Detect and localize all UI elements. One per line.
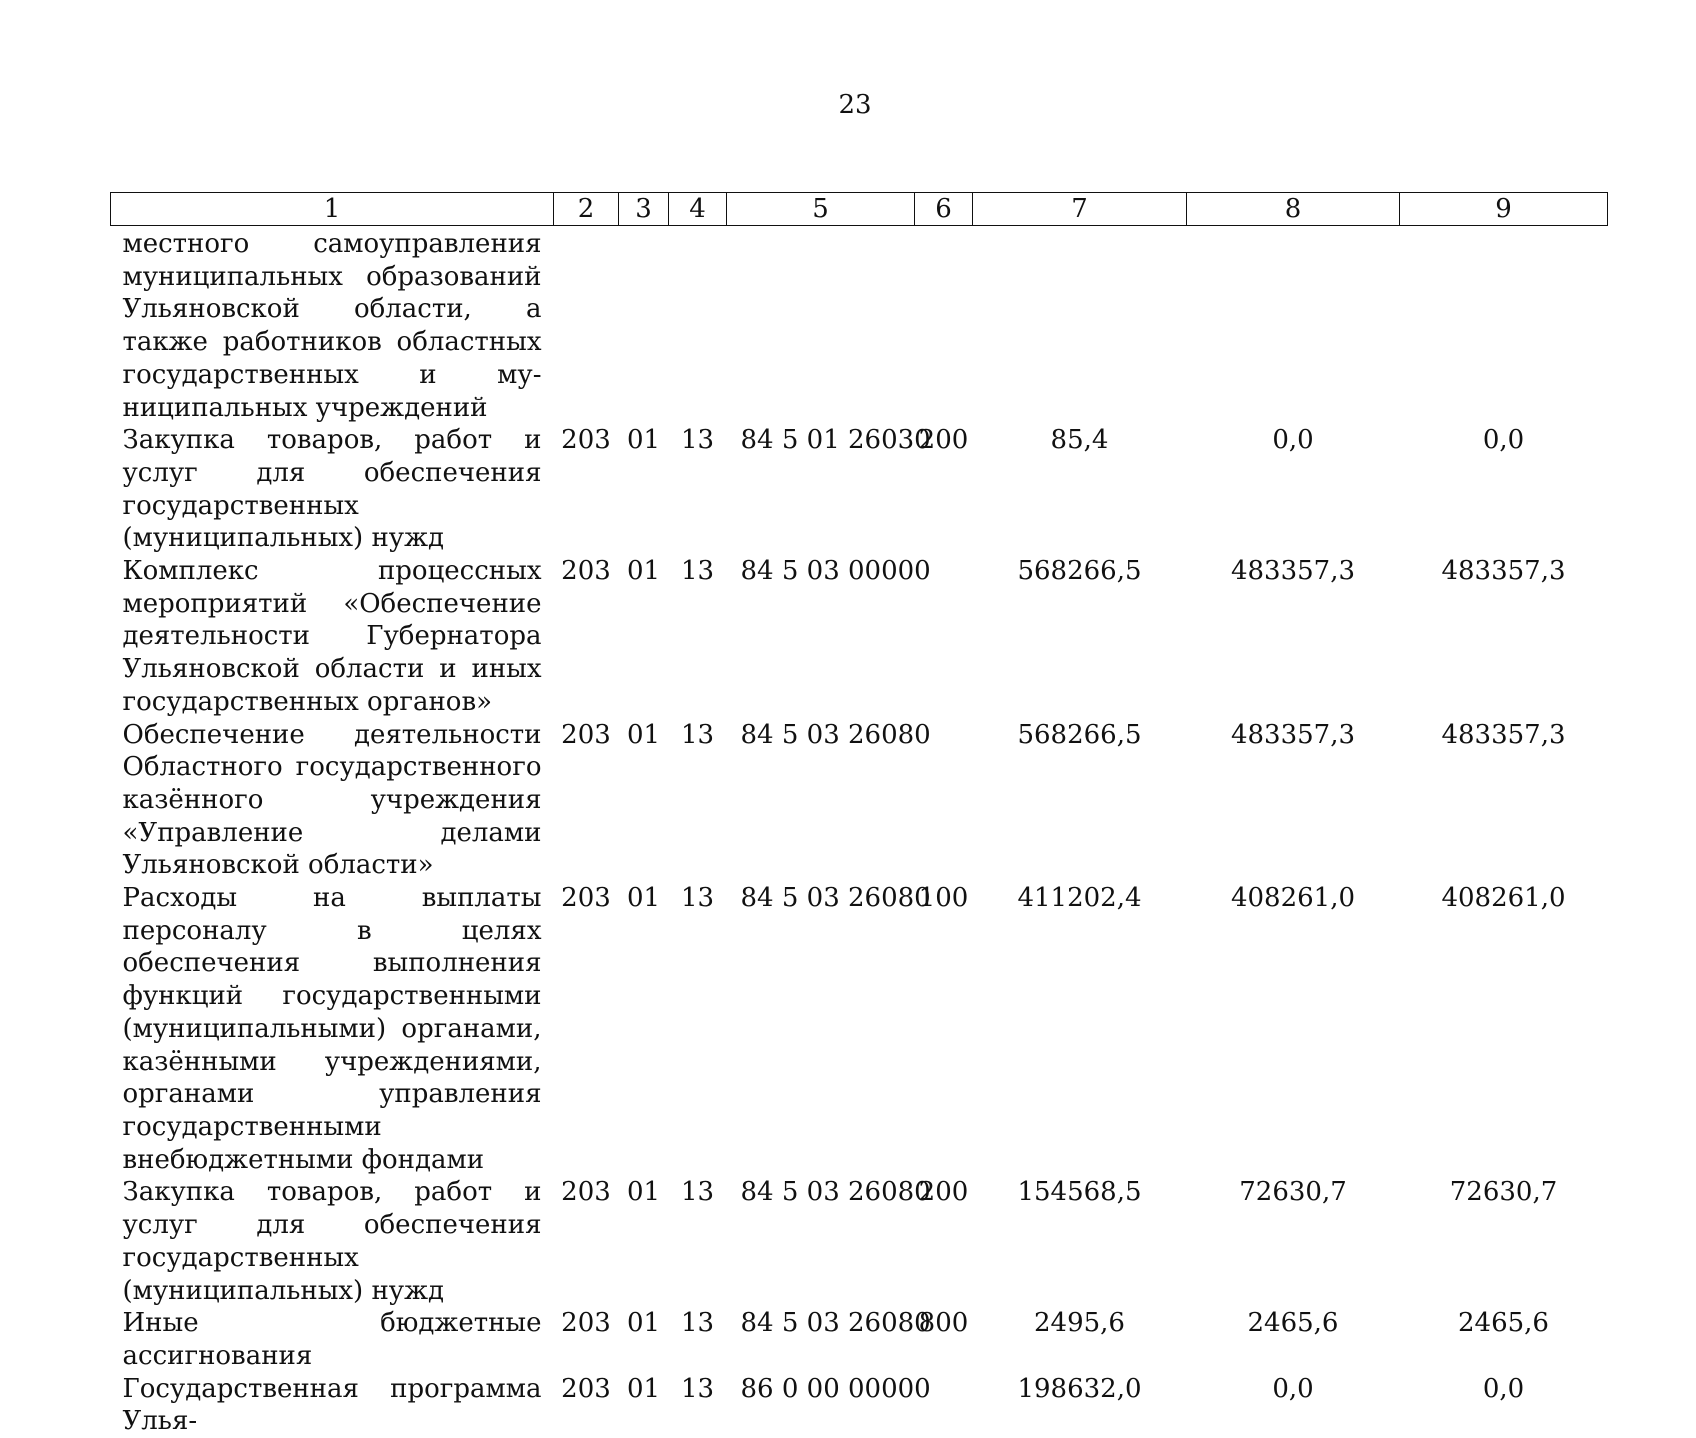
column-header-5: 5 bbox=[727, 193, 915, 226]
cell-col9: 0,0 bbox=[1400, 1373, 1608, 1438]
cell-col5: 84 5 01 26030 bbox=[727, 424, 915, 555]
page-number: 23 bbox=[0, 90, 1696, 120]
cell-col7: 411202,4 bbox=[973, 882, 1187, 1176]
cell-col4: 13 bbox=[669, 882, 727, 1176]
table-row bbox=[111, 424, 1608, 555]
cell-col7: 198632,0 bbox=[973, 1373, 1187, 1438]
cell-col9: 483357,3 bbox=[1400, 719, 1608, 883]
cell-col2: 203 bbox=[554, 882, 619, 1176]
cell-col4: 13 bbox=[669, 424, 727, 555]
header-row bbox=[111, 193, 1608, 226]
row-description: Закупка товаров, работ и услуг для обеспечения государственных (муниципальных) нужд bbox=[111, 424, 554, 555]
cell-col8: 0,0 bbox=[1187, 424, 1400, 555]
cell-col4: 13 bbox=[669, 1373, 727, 1438]
cell-col6: 200 bbox=[915, 424, 973, 555]
cell-col4: 13 bbox=[669, 1176, 727, 1307]
cell-col9: 408261,0 bbox=[1400, 882, 1608, 1176]
cell-col2: 203 bbox=[554, 1307, 619, 1372]
column-header-8: 8 bbox=[1187, 193, 1400, 226]
row-description: Закупка товаров, работ и услуг для обеспечения государственных (муниципальных) нужд bbox=[111, 1176, 554, 1307]
cell-col9 bbox=[1400, 226, 1608, 425]
row-description: местного самоуправления муниципальных образований Ульяновской области, а также работников областных государственных и муниципальных учреждений bbox=[111, 226, 554, 425]
row-description: Комплекс процессных мероприятий «Обеспечение деятельности Губернатора Ульяновской области и иных государственных органов» bbox=[111, 555, 554, 719]
cell-col6: 200 bbox=[915, 1176, 973, 1307]
cell-col8: 0,0 bbox=[1187, 1373, 1400, 1438]
table-row bbox=[111, 882, 1608, 1176]
cell-col7: 85,4 bbox=[973, 424, 1187, 555]
cell-col7 bbox=[973, 226, 1187, 425]
cell-col5: 84 5 03 26080 bbox=[727, 1176, 915, 1307]
cell-col8: 483357,3 bbox=[1187, 555, 1400, 719]
cell-col2 bbox=[554, 226, 619, 425]
cell-col3: 01 bbox=[619, 424, 669, 555]
cell-col9: 0,0 bbox=[1400, 424, 1608, 555]
column-header-9: 9 bbox=[1400, 193, 1608, 226]
cell-col3: 01 bbox=[619, 719, 669, 883]
table-header bbox=[111, 193, 1608, 226]
cell-col4: 13 bbox=[669, 555, 727, 719]
cell-col2: 203 bbox=[554, 555, 619, 719]
cell-col8: 408261,0 bbox=[1187, 882, 1400, 1176]
table-row bbox=[111, 1307, 1608, 1372]
cell-col2: 203 bbox=[554, 719, 619, 883]
row-description: Государственная программа Улья- bbox=[111, 1373, 554, 1438]
row-description: Расходы на выплаты персоналу в целях обеспечения выполнения функций государственными (муниципальными) органами, казёнными учреждениями, органами управления государственными внебюджетными фондами bbox=[111, 882, 554, 1176]
cell-col4 bbox=[669, 226, 727, 425]
cell-col5 bbox=[727, 226, 915, 425]
column-header-7: 7 bbox=[973, 193, 1187, 226]
cell-col2: 203 bbox=[554, 1176, 619, 1307]
cell-col8 bbox=[1187, 226, 1400, 425]
cell-col3: 01 bbox=[619, 1373, 669, 1438]
cell-col7: 568266,5 bbox=[973, 719, 1187, 883]
cell-col3 bbox=[619, 226, 669, 425]
cell-col8: 2465,6 bbox=[1187, 1307, 1400, 1372]
column-header-3: 3 bbox=[619, 193, 669, 226]
table-row bbox=[111, 719, 1608, 883]
cell-col5: 84 5 03 26080 bbox=[727, 719, 915, 883]
cell-col5: 84 5 03 00000 bbox=[727, 555, 915, 719]
row-description: Обеспечение деятельности Областного государственного казённого учреждения «Управление делами Ульяновской области» bbox=[111, 719, 554, 883]
cell-col3: 01 bbox=[619, 1176, 669, 1307]
cell-col4: 13 bbox=[669, 719, 727, 883]
cell-col7: 568266,5 bbox=[973, 555, 1187, 719]
cell-col9: 483357,3 bbox=[1400, 555, 1608, 719]
cell-col5: 86 0 00 00000 bbox=[727, 1373, 915, 1438]
cell-col4: 13 bbox=[669, 1307, 727, 1372]
column-header-2: 2 bbox=[554, 193, 619, 226]
row-description: Иные бюджетные ассигнования bbox=[111, 1307, 554, 1372]
cell-col3: 01 bbox=[619, 1307, 669, 1372]
table-row bbox=[111, 555, 1608, 719]
cell-col5: 84 5 03 26080 bbox=[727, 1307, 915, 1372]
table-body bbox=[111, 226, 1608, 1438]
cell-col5: 84 5 03 26080 bbox=[727, 882, 915, 1176]
cell-col6: 100 bbox=[915, 882, 973, 1176]
cell-col7: 154568,5 bbox=[973, 1176, 1187, 1307]
cell-col3: 01 bbox=[619, 555, 669, 719]
cell-col6: 800 bbox=[915, 1307, 973, 1372]
table-row bbox=[111, 1176, 1608, 1307]
column-header-1: 1 bbox=[111, 193, 554, 226]
cell-col2: 203 bbox=[554, 424, 619, 555]
cell-col9: 72630,7 bbox=[1400, 1176, 1608, 1307]
cell-col8: 72630,7 bbox=[1187, 1176, 1400, 1307]
cell-col8: 483357,3 bbox=[1187, 719, 1400, 883]
table-row bbox=[111, 226, 1608, 425]
table-row bbox=[111, 1373, 1608, 1438]
cell-col7: 2495,6 bbox=[973, 1307, 1187, 1372]
budget-table bbox=[110, 192, 1608, 1438]
column-header-4: 4 bbox=[669, 193, 727, 226]
cell-col2: 203 bbox=[554, 1373, 619, 1438]
column-header-6: 6 bbox=[915, 193, 973, 226]
cell-col3: 01 bbox=[619, 882, 669, 1176]
cell-col9: 2465,6 bbox=[1400, 1307, 1608, 1372]
cell-col6 bbox=[915, 226, 973, 425]
